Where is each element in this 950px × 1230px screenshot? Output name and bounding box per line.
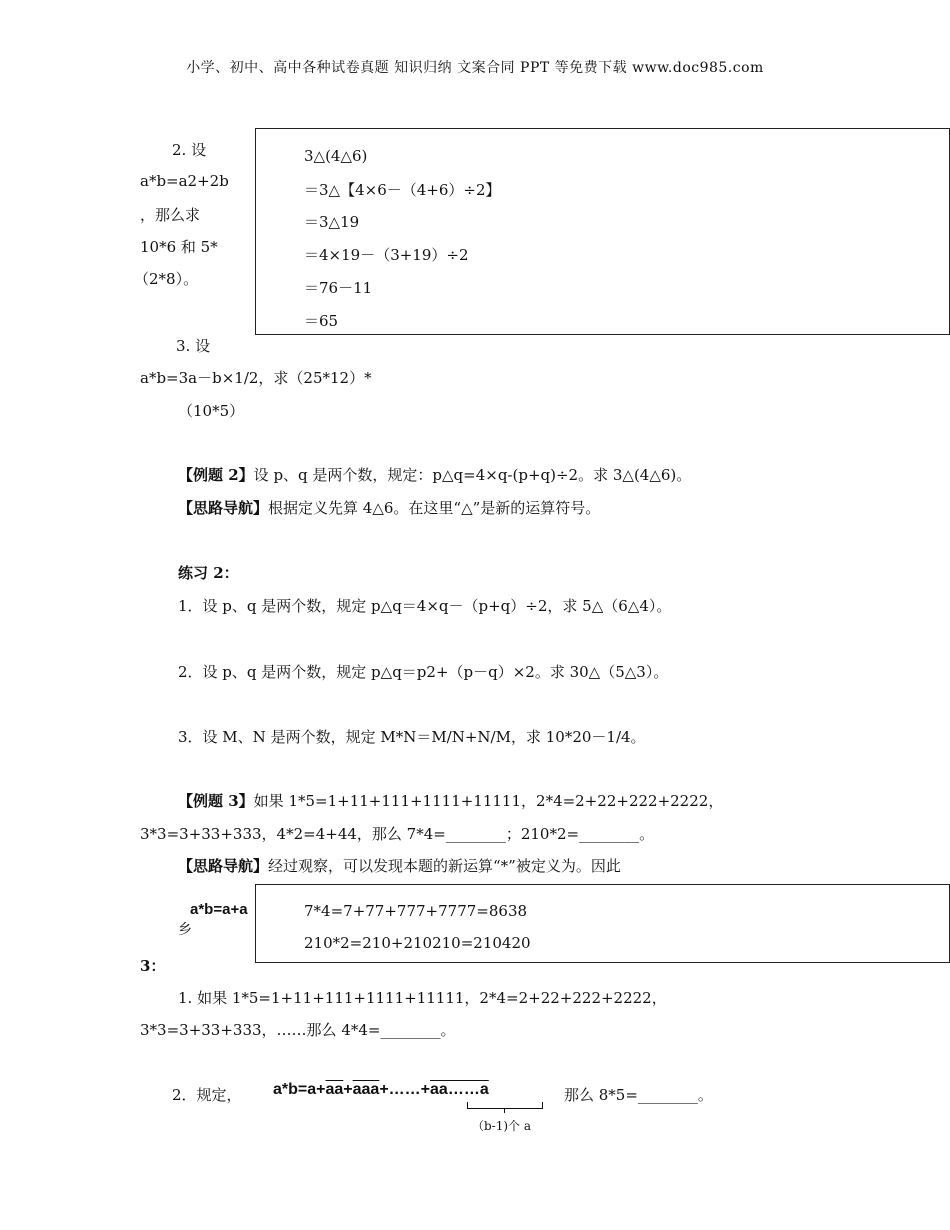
example-3-tag: 【例题 3】 <box>178 792 254 810</box>
solution-1-line-6: ＝65 <box>304 312 339 330</box>
example-2-tag: 【例题 2】 <box>178 466 254 484</box>
example-2-hint-text: 根据定义先算 4△6。在这里“△”是新的运算符号。 <box>268 499 601 517</box>
example-3-hint-tag: 【思路导航】 <box>178 857 269 875</box>
partial-char: 乡 <box>178 922 192 938</box>
q3-line3: （10*5） <box>178 402 245 420</box>
example-2 <box>178 464 691 485</box>
q2-line1: 2. 设 <box>172 141 207 159</box>
formula-last: aa……a <box>430 1081 489 1098</box>
practice-3-item-1-line1: 1. 如果 1*5=1+11+111+1111+11111，2*4=2+22+222+2222， <box>178 989 667 1007</box>
q3-line1: 3. 设 <box>176 337 211 355</box>
solution-1-line-4: ＝4×19－（3+19）÷2 <box>304 246 469 264</box>
solution-1-line-2: ＝3△【4×6－（4+6）÷2】 <box>304 181 501 199</box>
solution-2-line-1: 7*4=7+77+777+7777=8638 <box>304 902 528 920</box>
practice-2-title: 练习 2： <box>178 564 239 582</box>
solution-2-line-2: 210*2=210+210210=210420 <box>304 934 531 952</box>
example-3 <box>178 790 723 811</box>
example-2-hint-tag: 【思路导航】 <box>178 499 269 517</box>
formula-plus: + <box>343 1081 353 1098</box>
example-3-hint <box>178 855 621 876</box>
practice-2-item-1: 1．设 p、q 是两个数，规定 p△q＝4×q－（p+q）÷2，求 5△（6△4）。 <box>178 597 672 615</box>
q3-line2: a*b=3a－b×1/2，求（25*12）* <box>140 369 372 387</box>
example-2-hint <box>178 497 600 518</box>
example-2-text: 设 p、q 是两个数，规定：p△q=4×q-(p+q)÷2。求 3△(4△6)。 <box>253 466 692 484</box>
formula-aaa: $\overline{aaa}$ <box>352 1081 380 1098</box>
practice-3-formula <box>273 1081 489 1099</box>
solution-1-line-5: ＝76－11 <box>304 279 373 297</box>
underbrace-tip <box>504 1108 505 1113</box>
example-3-line1: 如果 1*5=1+11+111+1111+11111，2*4=2+22+222+2222， <box>253 792 724 810</box>
formula-aa: $\overline{aa}$ <box>325 1081 344 1098</box>
solution-1-line-1: 3△(4△6) <box>304 147 368 165</box>
practice-3-label: 3： <box>140 957 166 975</box>
partial-formula: a*b=a+a <box>190 901 248 918</box>
formula-dots: +……+ <box>379 1081 431 1098</box>
solution-1-line-3: ＝3△19 <box>304 213 360 231</box>
underbrace-label: （b-1)个 a <box>472 1119 532 1133</box>
q2-line3: ，那么求 <box>140 206 201 224</box>
q2-line5: （2*8）。 <box>134 270 199 288</box>
example-3-line2: 3*3=3+33+333，4*2=4+44，那么 7*4=________；210*2=________。 <box>140 825 655 843</box>
practice-2-item-2: 2．设 p、q 是两个数，规定 p△q＝p2+（p－q）×2。求 30△（5△3）。 <box>178 663 669 681</box>
example-3-hint-text: 经过观察，可以发现本题的新运算“*”被定义为。因此 <box>268 857 621 875</box>
q2-line2: a*b=a2+2b <box>140 172 229 190</box>
q2-line4: 10*6 和 5* <box>140 238 218 256</box>
formula-a: a*b=a+ <box>273 1081 326 1098</box>
practice-3-item-2-prefix: 2．规定， <box>172 1086 242 1104</box>
page-header: 小学、初中、高中各种试卷真题 知识归纳 文案合同 PPT 等免费下载 www.doc985.com <box>186 60 764 76</box>
solution-box-2 <box>255 884 950 963</box>
practice-2-item-3: 3．设 M、N 是两个数，规定 M*N＝M/N+N/M，求 10*20－1/4。 <box>178 728 646 746</box>
practice-3-item-2-suffix: 那么 8*5=________。 <box>564 1086 713 1104</box>
solution-box-1 <box>255 128 950 335</box>
practice-3-item-1-line2: 3*3=3+33+333，……那么 4*4=________。 <box>140 1021 456 1039</box>
